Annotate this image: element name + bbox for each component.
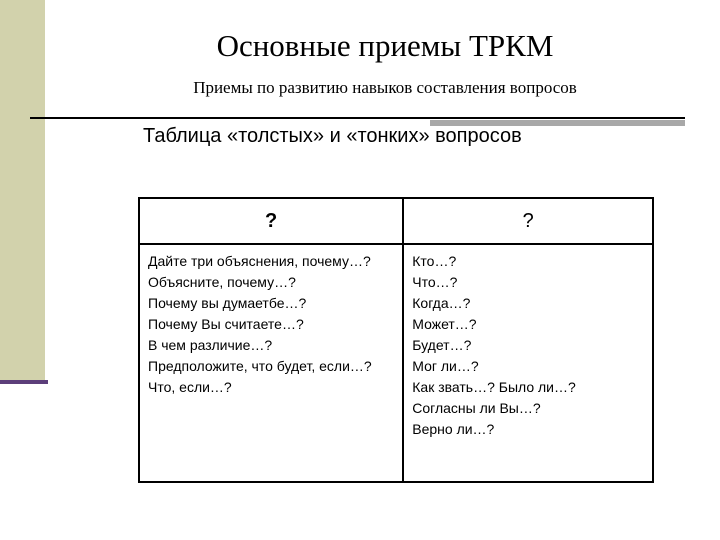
- table-header-row: [139, 198, 653, 244]
- table-heading: Таблица «толстых» и «тонких» вопросов: [143, 125, 522, 147]
- thin-question-item: Будет…?: [412, 337, 472, 353]
- decorative-sidebar: [0, 0, 45, 382]
- header-thick-questions: ?: [139, 198, 403, 244]
- questions-table: [138, 197, 654, 483]
- thin-question-item: Может…?: [412, 316, 477, 332]
- divider-line: [30, 117, 685, 119]
- thick-question-item: Почему вы думаетбе…?: [148, 295, 307, 311]
- thin-question-item: Кто…?: [412, 253, 457, 269]
- thin-question-item: Верно ли…?: [412, 421, 495, 437]
- thin-question-item: Когда…?: [412, 295, 471, 311]
- thin-question-item: Согласны ли Вы…?: [412, 400, 541, 416]
- slide-subtitle: Приемы по развитию навыков составления вопросов: [193, 78, 577, 97]
- header-thin-questions: ?: [403, 198, 653, 244]
- thick-question-item: Что, если…?: [148, 379, 232, 395]
- slide-title: Основные приемы ТРКМ: [216, 28, 554, 63]
- sidebar-accent-line: [0, 380, 48, 384]
- thin-questions-cell: [403, 244, 653, 482]
- thick-question-item: Дайте три объяснения, почему…?: [148, 253, 371, 269]
- thick-question-item: Предположите, что будет, если…?: [148, 358, 372, 374]
- thick-question-item: Объясните, почему…?: [148, 274, 296, 290]
- thin-question-item: Мог ли…?: [412, 358, 479, 374]
- thin-question-item: Что…?: [412, 274, 458, 290]
- thin-question-item: Как звать…? Было ли…?: [412, 379, 576, 395]
- thick-questions-cell: [139, 244, 403, 482]
- thick-question-item: Почему Вы считаете…?: [148, 316, 304, 332]
- thick-question-item: В чем различие…?: [148, 337, 273, 353]
- table-body-row: [139, 244, 653, 482]
